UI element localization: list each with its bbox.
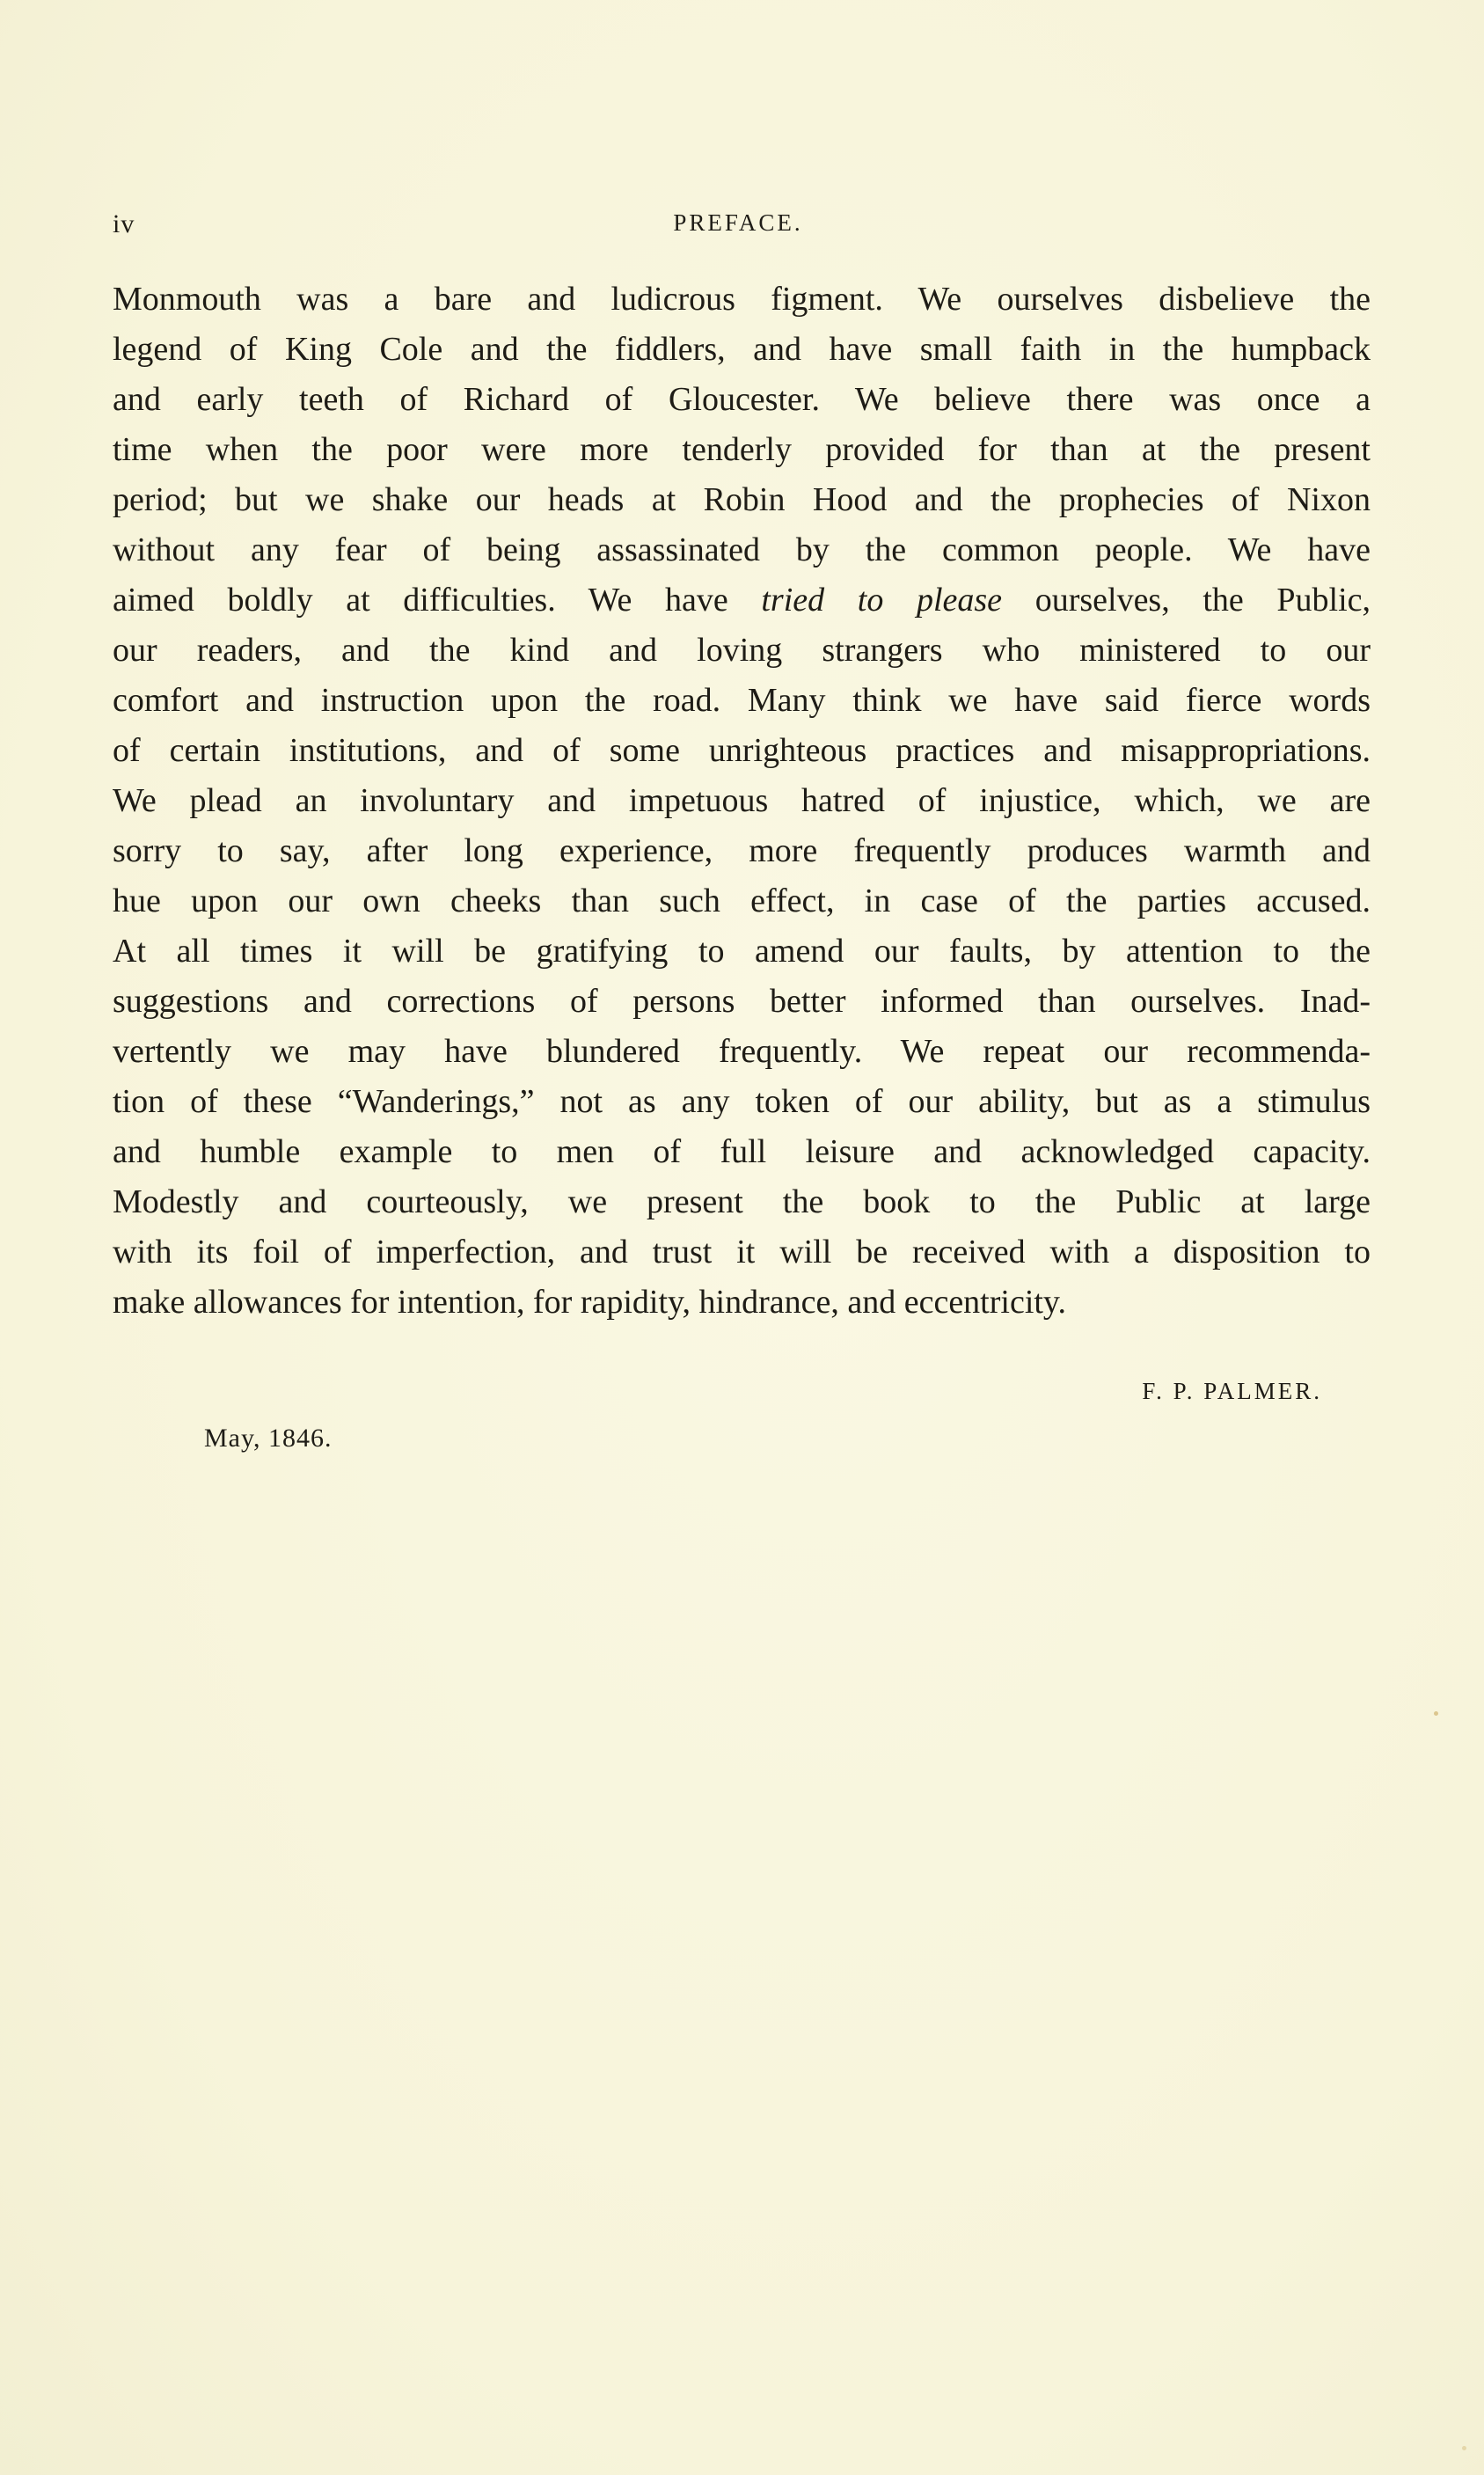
text-line-with-italic [113, 575, 1371, 626]
text-line: legend of King Cole and the fiddlers, and have small faith in the humpback [113, 331, 1371, 368]
text-line: At all times it will be gratifying to amend our faults, by attention to the [113, 933, 1371, 970]
page-number: iv [113, 209, 135, 238]
text-line: comfort and instruction upon the road. Many think we have said fierce words [113, 682, 1371, 719]
text-line: our readers, and the kind and loving strangers who ministered to our [113, 632, 1371, 669]
text-line: and humble example to men of full leisure and acknowledged capacity. [113, 1133, 1371, 1170]
text-line-last: make allowances for intention, for rapidity, hindrance, and eccentricity. [113, 1284, 1066, 1321]
text-line: with its foil of imperfection, and trust it will be received with a disposition to [113, 1234, 1371, 1270]
paper-speck [1462, 2446, 1466, 2450]
paper-speck [1434, 1711, 1438, 1716]
text-line: period; but we shake our heads at Robin Hood and the prophecies of Nixon [113, 481, 1371, 518]
text-fragment: aimed boldly at difficulties. We have [113, 582, 728, 619]
text-line: time when the poor were more tenderly provided for than at the present [113, 431, 1371, 468]
text-line: without any fear of being assassinated by the common people. We have [113, 531, 1371, 568]
text-line: sorry to say, after long experience, more frequently produces warmth and [113, 832, 1371, 869]
text-line: Modestly and courteously, we present the book to the Public at large [113, 1183, 1371, 1220]
text-line: of certain institutions, and of some unrighteous practices and misappropriations. [113, 732, 1371, 769]
text-line: We plead an involuntary and impetuous hatred of injustice, which, we are [113, 782, 1371, 819]
text-line: hue upon our own cheeks than such effect, in case of the parties accused. [113, 882, 1371, 919]
italic-phrase: tried to please [761, 582, 1003, 619]
text-line: vertently we may have blundered frequently. We repeat our recommenda- [113, 1033, 1371, 1070]
author-signature: F. P. PALMER. [1142, 1378, 1322, 1404]
running-head [113, 209, 1363, 248]
text-fragment: ourselves, the Public, [1034, 582, 1371, 619]
text-line: suggestions and corrections of persons better informed than ourselves. Inad- [113, 983, 1371, 1020]
page-title: PREFACE. [673, 209, 803, 236]
preface-text [113, 275, 1371, 1328]
text-line: Monmouth was a bare and ludicrous figment. We ourselves disbelieve the [113, 281, 1371, 318]
text-line: tion of these “Wanderings,” not as any token of our ability, but as a stimulus [113, 1083, 1371, 1120]
text-line: and early teeth of Richard of Gloucester. We believe there was once a [113, 381, 1371, 418]
date-line: May, 1846. [204, 1424, 333, 1453]
